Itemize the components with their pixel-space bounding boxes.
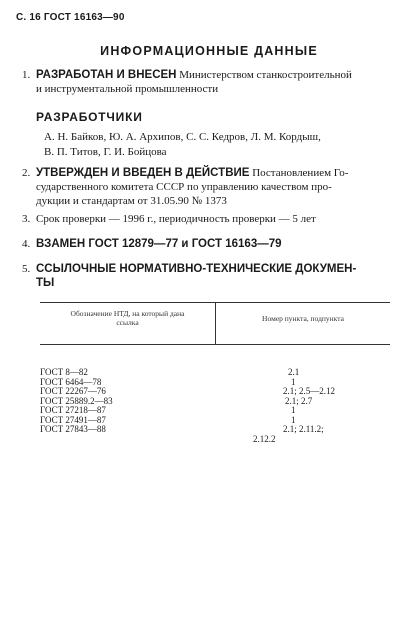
developers-line-2: В. П. Титов, Г. И. Бойцова [44,146,167,158]
section-5-number: 5. [22,263,31,275]
section-5-heading-1: ССЫЛОЧНЫЕ НОРМАТИВНО-ТЕХНИЧЕСКИЕ ДОКУМЕН- [36,263,357,275]
table-cell-ntd: ГОСТ 22267—76 [40,386,106,396]
table-cell-ntd: ГОСТ 6464—78 [40,376,102,387]
table-cell-ntd: ГОСТ 25889.2—83 [40,395,113,406]
section-1-number: 1. [22,69,31,81]
section-2-text-3: дукции и стандартам от 31.05.90 № 1373 [36,195,227,207]
table-cell-point: 1 [291,405,296,415]
section-3-text: Срок проверки — 1996 г., периодичность проверки — 5 лет [36,213,316,225]
table-cell-ntd [40,435,113,445]
developers-names [44,130,399,160]
section-1 [22,68,394,96]
table-cell-ntd: ГОСТ 27491—87 [40,414,106,425]
table-cell-point: 2.1 [288,367,300,377]
table-cell-point: 1 [291,376,296,387]
section-1-heading: РАЗРАБОТАН И ВНЕСЕН [36,69,177,81]
table-cell-point: 2.12.2 [253,433,276,444]
section-4-number: 4. [22,238,31,250]
section-4 [22,237,394,251]
section-1-text-2: и инструментальной промышленности [36,83,219,95]
table-cell-point: 2.1; 2.7 [285,395,313,406]
table-header-col1 [40,309,215,327]
section-2-number: 2. [22,167,31,179]
developers-title: РАЗРАБОТЧИКИ [36,110,143,124]
table-column-divider [215,303,216,344]
table-cell-point: 2.1; 2.11.2; [283,424,324,434]
table-header-col2: Номер пункта, подпункта [262,314,344,323]
table-header-rule [40,344,390,345]
section-3 [22,212,394,226]
section-3-number: 3. [22,213,31,225]
section-2-heading: УТВЕРЖДЕН И ВВЕДЕН В ДЕЙСТВИЕ [36,167,250,179]
table-cell-point: 2.1; 2.5—2.12 [283,386,336,396]
table-header-col1-line-1: Обозначение НТД, на который дана [70,309,185,318]
table-cell-point: 1 [291,414,296,425]
section-5-heading-2: ТЫ [36,277,55,289]
table-header-col1-line-2: ссылка [116,318,139,327]
table-column-points [253,368,335,444]
section-2 [22,166,394,208]
table-column-ntd [40,368,113,444]
section-2-text-1: Постановлением Го- [249,167,349,179]
page-header: С. 16 ГОСТ 16163—90 [16,12,125,23]
table-cell-ntd: ГОСТ 8—82 [40,367,88,377]
page-title: ИНФОРМАЦИОННЫЕ ДАННЫЕ [100,44,318,58]
section-5 [22,262,394,290]
table-cell-ntd: ГОСТ 27218—87 [40,405,106,415]
table-cell-ntd: ГОСТ 27843—88 [40,424,106,434]
section-4-heading: ВЗАМЕН ГОСТ 12879—77 и ГОСТ 16163—79 [36,238,282,250]
section-2-text-2: сударственного комитета СССР по управлению качеством про- [36,181,332,193]
developers-line-1: А. Н. Байков, Ю. А. Архипов, С. С. Кедров, Л. М. Кордыш, [44,131,321,143]
section-1-text-1: Министерством станкостроительной [176,69,352,81]
